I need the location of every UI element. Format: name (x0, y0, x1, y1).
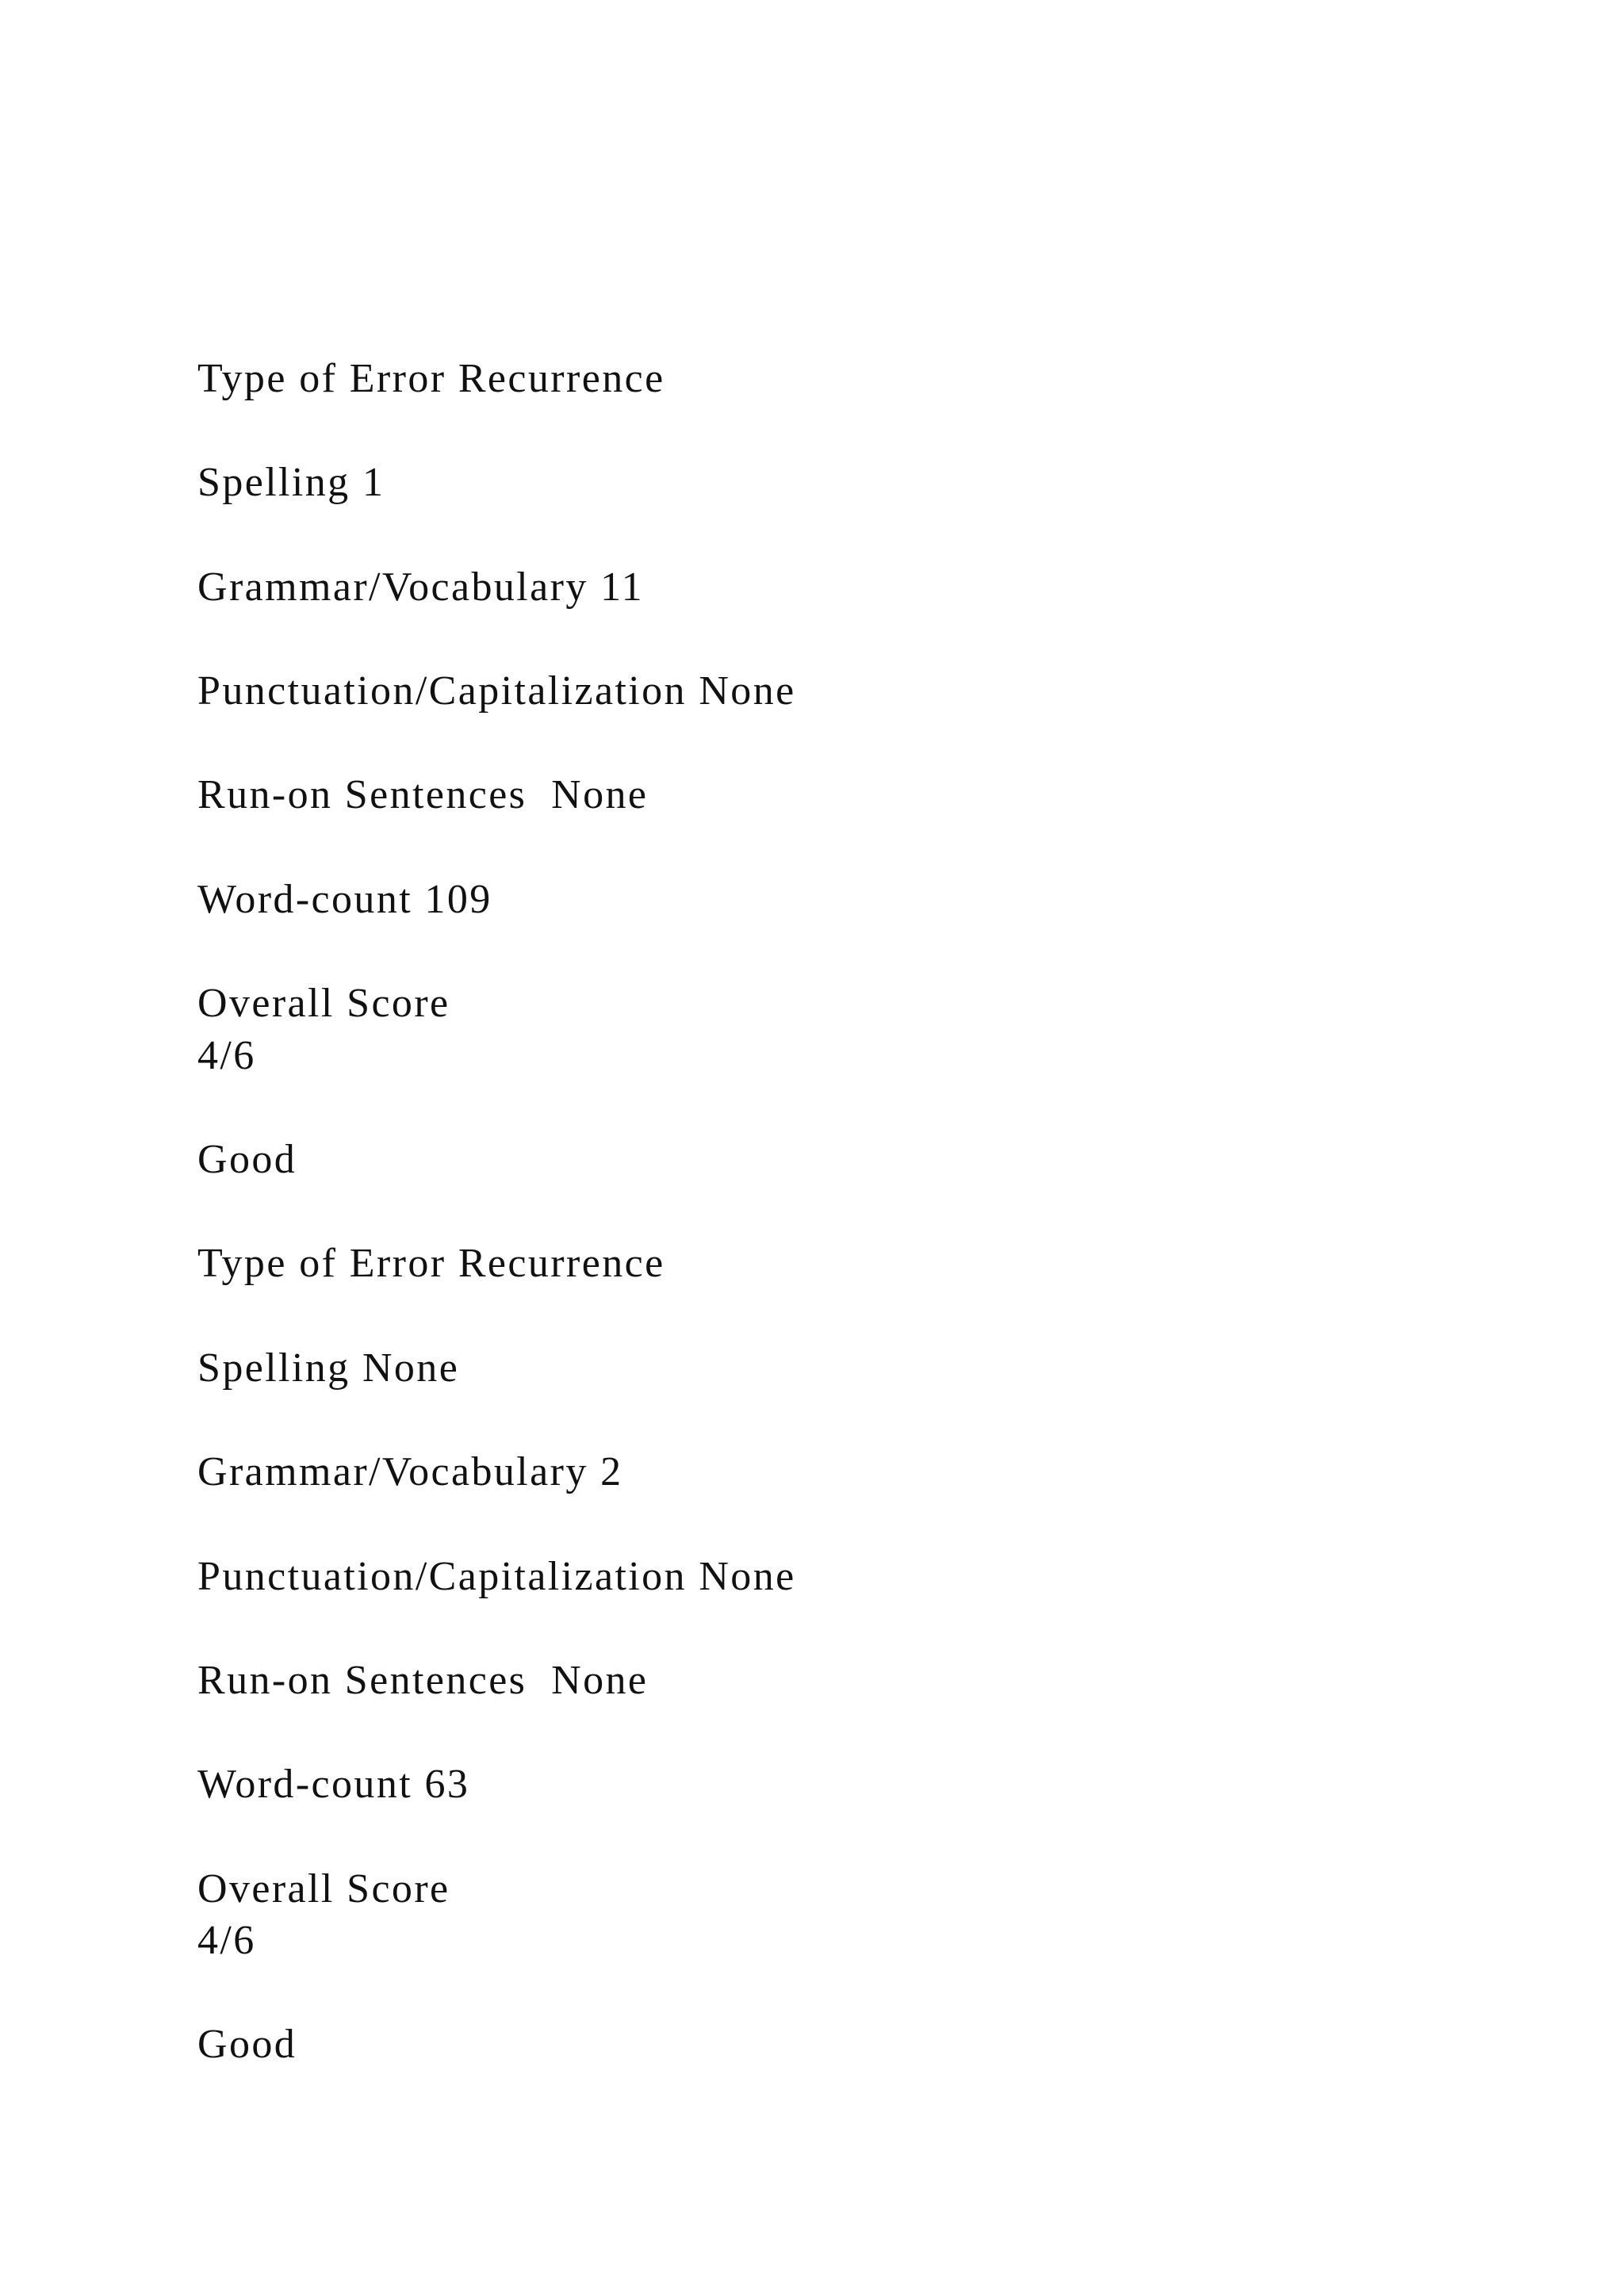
error-row-grammar: Grammar/Vocabulary 11 (197, 564, 645, 610)
error-row-grammar: Grammar/Vocabulary 2 (197, 1449, 623, 1494)
error-row-spelling: Spelling None (197, 1345, 460, 1391)
overall-score-label: Overall Score (197, 981, 450, 1026)
error-row-run-on: Run-on Sentences None (197, 772, 649, 817)
error-table-header: Type of Error Recurrence (197, 1241, 665, 1286)
error-row-punctuation: Punctuation/Capitalization None (197, 668, 796, 714)
error-row-word-count: Word-count 109 (197, 877, 492, 922)
overall-score-label: Overall Score (197, 1866, 450, 1911)
error-row-spelling: Spelling 1 (197, 460, 385, 505)
overall-score-value: 4/6 (197, 1033, 256, 1078)
rating-text: Good (197, 1137, 297, 1182)
error-row-punctuation: Punctuation/Capitalization None (197, 1554, 796, 1599)
error-row-run-on: Run-on Sentences None (197, 1658, 649, 1703)
overall-score-value: 4/6 (197, 1918, 256, 1963)
error-table-header: Type of Error Recurrence (197, 356, 665, 401)
error-row-word-count: Word-count 63 (197, 1762, 470, 1807)
rating-text: Good (197, 2022, 297, 2067)
